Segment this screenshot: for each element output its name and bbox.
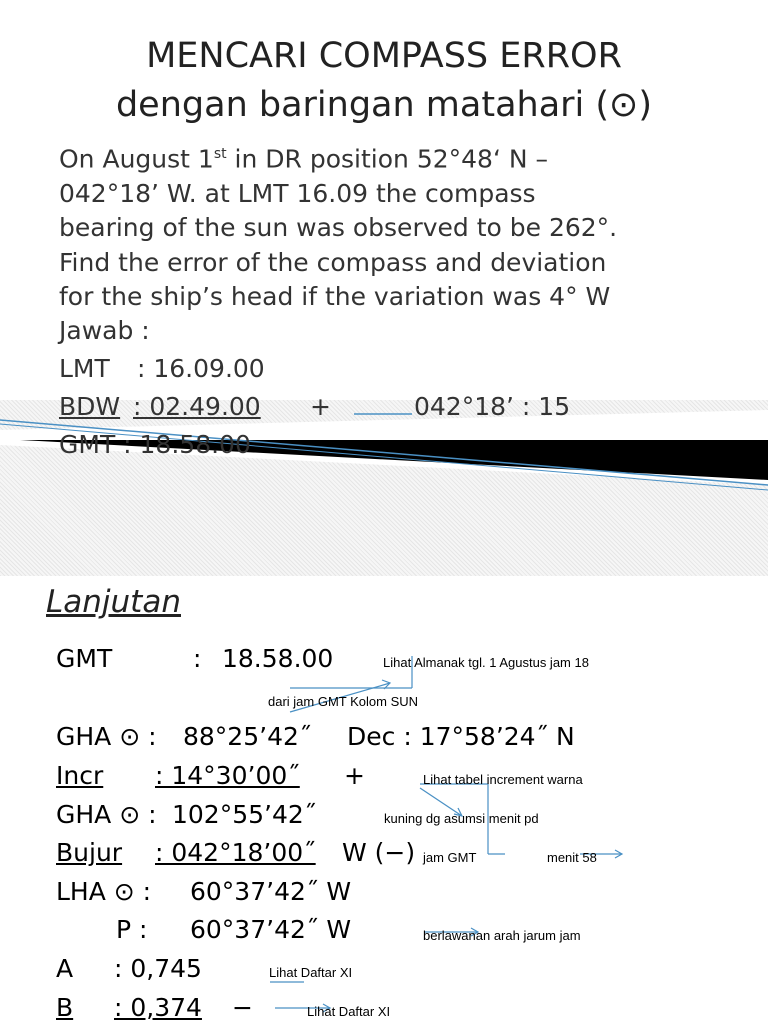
superscript: st	[213, 146, 227, 162]
slide-title-line-1: MENCARI COMPASS ERROR	[146, 36, 622, 76]
bdw-value: : 02.49.00	[133, 392, 261, 421]
problem-text: 042°18’ W. at LMT 16.09 the compass	[59, 178, 536, 208]
note-kolom: dari jam GMT Kolom SUN	[268, 694, 419, 709]
p-value: 60°37’42˝ W	[190, 915, 352, 944]
b-value: : 0,374	[114, 993, 202, 1022]
slide-2	[0, 576, 768, 1024]
problem-statement	[59, 137, 617, 315]
gha2-value: 102°55’42˝	[172, 800, 317, 829]
bujur-suffix: W (−)	[342, 838, 416, 867]
problem-text: bearing of the sun was observed to be 262°.	[59, 213, 618, 243]
gmt-label: GMT	[56, 644, 113, 673]
a-value: : 0,745	[114, 954, 202, 983]
bujur-value: : 042°18’00˝	[155, 838, 316, 867]
p-label: P :	[116, 915, 148, 944]
gha-label: GHA ⊙ :	[56, 722, 157, 751]
problem-text: in DR position 52°48‘ N –	[226, 144, 548, 174]
bujur-label: Bujur	[56, 838, 123, 867]
note-kuning: kuning dg asumsi menit pd	[384, 811, 539, 826]
b-minus: −	[232, 993, 253, 1022]
note-daftar-1: Lihat Daftar XI	[269, 965, 353, 980]
b-label: B	[56, 993, 74, 1022]
lha-label: LHA ⊙ :	[56, 877, 152, 906]
gha2-label: GHA ⊙ :	[56, 800, 157, 829]
gmt-value: 18.58.00	[222, 644, 334, 673]
note-jam-gmt: jam GMT	[423, 850, 477, 865]
bdw-note: 042°18’ : 15	[414, 392, 571, 421]
note-almanak: Lihat Almanak tgl. 1 Agustus jam 18	[383, 655, 589, 670]
lmt-label: LMT	[59, 354, 110, 383]
note-daftar-2: Lihat Daftar XI	[307, 1004, 391, 1019]
problem-text: Find the error of the compass and deviation	[59, 247, 607, 277]
lmt-value: : 16.09.00	[137, 354, 265, 383]
plus-sign: +	[310, 392, 331, 421]
gmt-sep: :	[193, 644, 202, 673]
note-berlawanan: berlawanan arah jarum jam	[423, 928, 581, 943]
problem-text: for the ship’s head if the variation was 4° W	[59, 282, 611, 312]
a-label: A	[56, 954, 74, 983]
slide-title-line-2: dengan baringan matahari (⊙)	[115, 85, 653, 125]
bdw-label: BDW	[59, 392, 121, 421]
section-heading: Lanjutan	[46, 584, 181, 620]
gha-value: 88°25’42˝	[183, 722, 312, 751]
gmt-line: GMT : 18.58.00	[59, 430, 251, 459]
dec-value: Dec : 17°58’24˝ N	[347, 722, 575, 751]
problem-text: On August 1	[59, 144, 214, 174]
incr-plus: +	[344, 761, 365, 790]
incr-value: : 14°30’00˝	[155, 761, 300, 790]
incr-label: Incr	[56, 761, 104, 790]
jawab-label: Jawab :	[59, 316, 150, 345]
note-menit: menit 58	[547, 850, 597, 865]
note-tabel: Lihat tabel increment warna	[423, 772, 583, 787]
lha-value: 60°37’42˝ W	[190, 877, 352, 906]
